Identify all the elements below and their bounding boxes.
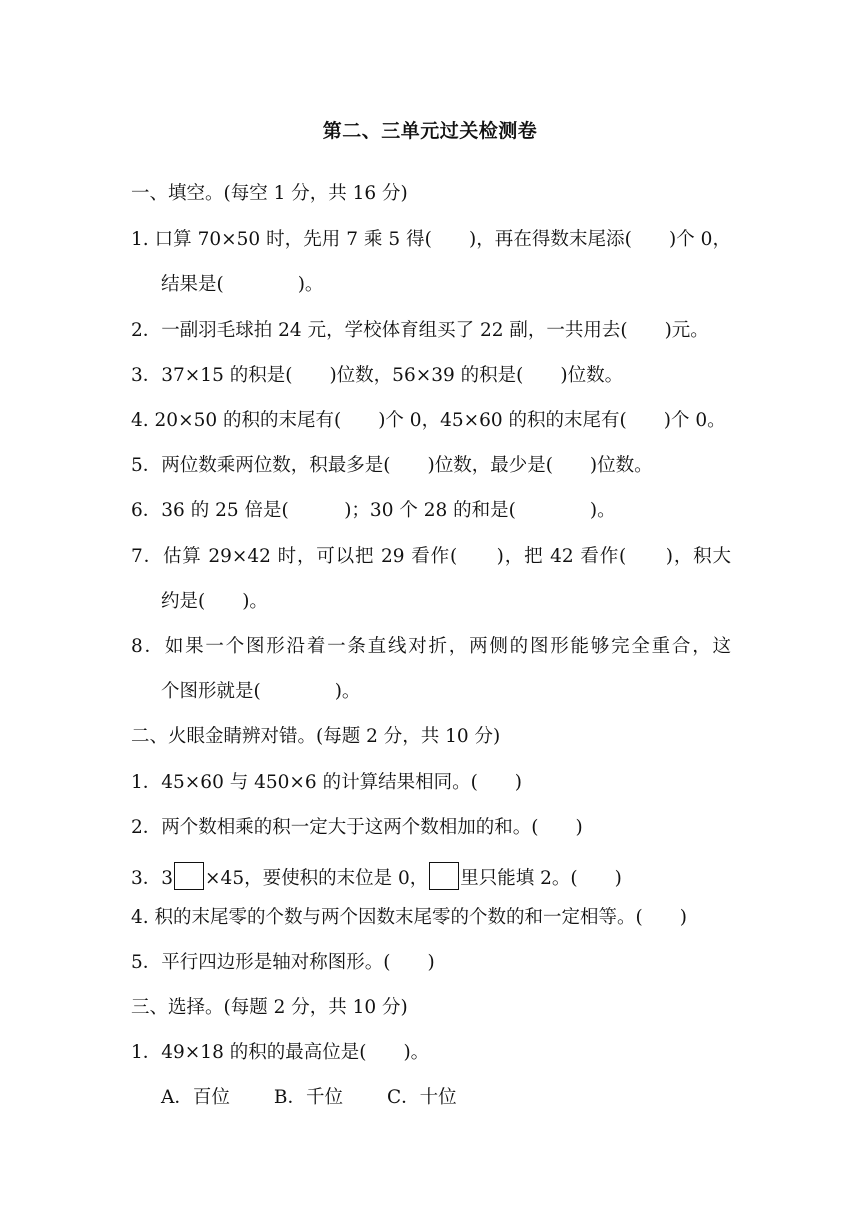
section2-heading: 二、火眼金睛辨对错。(每题 2 分，共 10 分) <box>131 726 501 747</box>
answer-box <box>429 862 459 890</box>
option-a: A．百位 <box>161 1087 230 1108</box>
option-c: C．十位 <box>386 1087 457 1108</box>
question-3-1: 1．49×18 的积的最高位是( )。 <box>131 1042 430 1063</box>
option-b: B．千位 <box>273 1087 343 1108</box>
question-2-3 <box>131 862 622 891</box>
question-1-6: 6．36 的 25 倍是( )；30 个 28 的和是( )。 <box>131 500 616 521</box>
question-1-8: 8．如果一个图形沿着一条直线对折，两侧的图形能够完全重合，这 <box>131 636 731 657</box>
question-2-4: 4. 积的末尾零的个数与两个因数末尾零的个数的和一定相等。( ) <box>131 907 687 928</box>
question-1-7-cont: 约是( )。 <box>161 591 268 612</box>
question-1-5: 5．两位数乘两位数，积最多是( )位数，最少是( )位数。 <box>131 455 653 476</box>
question-1-8-cont: 个图形就是( )。 <box>161 681 361 702</box>
question-1-3: 3．37×15 的积是( )位数，56×39 的积是( )位数。 <box>131 365 624 386</box>
question-1-7: 7．估算 29×42 时，可以把 29 看作( )，把 42 看作( )，积大 <box>131 546 731 567</box>
section3-heading: 三、选择。(每题 2 分，共 10 分) <box>131 997 408 1018</box>
question-1-4: 4. 20×50 的积的末尾有( )个 0，45×60 的积的末尾有( )个 0。 <box>131 410 726 431</box>
question-2-3-middle: ×45，要使积的末位是 0， <box>205 868 429 889</box>
question-2-1: 1．45×60 与 450×6 的计算结果相同。( ) <box>131 772 523 793</box>
page-title: 第二、三单元过关检测卷 <box>322 120 538 142</box>
question-2-3-prefix: 3．3 <box>131 868 174 889</box>
question-1-1-cont: 结果是( )。 <box>161 274 324 295</box>
question-2-3-suffix: 里只能填 2。( ) <box>460 868 622 889</box>
answer-box <box>174 862 204 890</box>
question-1-1: 1. 口算 70×50 时，先用 7 乘 5 得( )，再在得数末尾添( )个 0， <box>131 229 731 250</box>
question-2-2: 2．两个数相乘的积一定大于这两个数相加的和。( ) <box>131 817 583 838</box>
question-2-5: 5．平行四边形是轴对称图形。( ) <box>131 952 435 973</box>
question-1-2: 2．一副羽毛球拍 24 元，学校体育组买了 22 副，一共用去( )元。 <box>131 320 709 341</box>
question-3-1-options <box>161 1086 501 1110</box>
section1-heading: 一、填空。(每空 1 分，共 16 分) <box>131 183 408 204</box>
